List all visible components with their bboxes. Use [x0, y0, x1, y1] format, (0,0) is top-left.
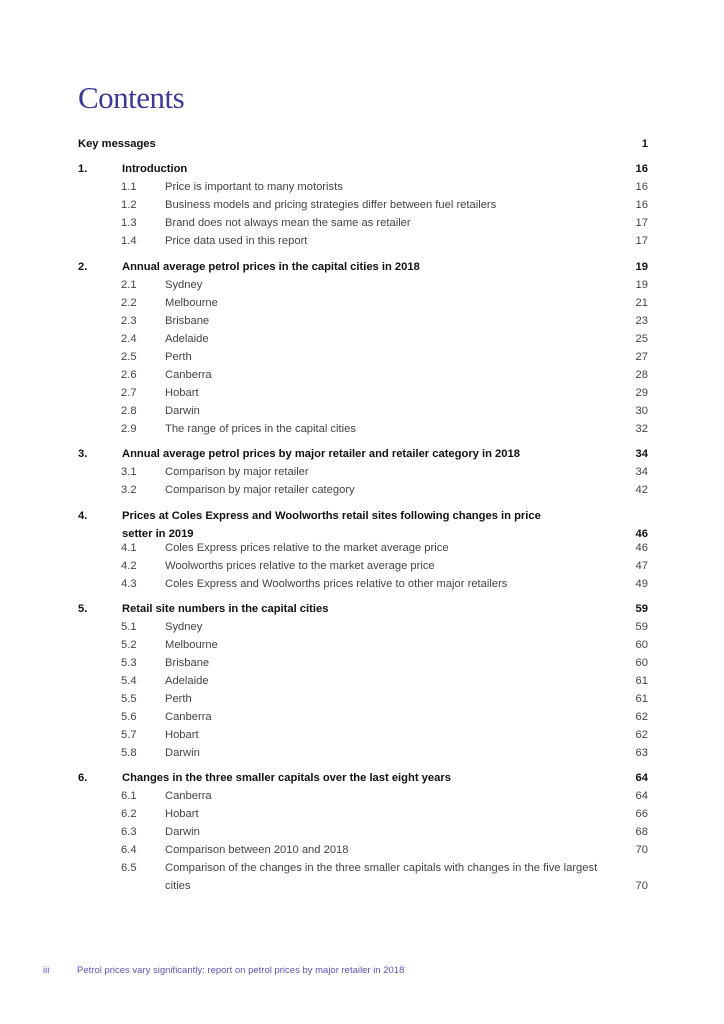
toc-entry-title: Adelaide	[165, 675, 209, 687]
toc-entry-page: 46	[635, 528, 648, 540]
toc-entry-page: 29	[635, 387, 648, 399]
toc-subsection-1-1[interactable]	[78, 178, 648, 196]
toc-entry-number: 2.9	[121, 423, 137, 435]
toc-entry-number: 5.8	[121, 747, 137, 759]
toc-entry-page: 49	[635, 578, 648, 590]
toc-entry-number: 2.8	[121, 405, 137, 417]
toc-entry-title: Retail site numbers in the capital cities	[122, 603, 329, 615]
toc-entry-page: 16	[635, 163, 648, 175]
toc-entry-number: 4.2	[121, 560, 137, 572]
toc-section-6[interactable]	[78, 769, 648, 787]
toc-entry-page: 64	[635, 772, 648, 784]
toc-subsection-3-1[interactable]	[78, 463, 648, 481]
toc-subsection-5-1[interactable]	[78, 618, 648, 636]
toc-entry-title: Sydney	[165, 621, 203, 633]
footer-text: Petrol prices vary significantly: report on petrol prices by major retailer in 2018	[77, 965, 405, 976]
toc-subsection-4-1[interactable]	[78, 539, 648, 557]
toc-subsection-2-7[interactable]	[78, 384, 648, 402]
toc-subsection-2-8[interactable]	[78, 402, 648, 420]
toc-entry-number: 5.5	[121, 693, 137, 705]
toc-entry-number: 5.2	[121, 639, 137, 651]
toc-entry-page: 17	[635, 235, 648, 247]
toc-entry-page: 70	[635, 844, 648, 856]
toc-entry-title: Brand does not always mean the same as retailer	[165, 217, 411, 229]
toc-entry-page: 42	[635, 484, 648, 496]
toc-subsection-4-3[interactable]	[78, 575, 648, 593]
toc-entry-number: 1.	[78, 163, 88, 175]
toc-entry-page: 61	[635, 675, 648, 687]
toc-entry-page: 63	[635, 747, 648, 759]
toc-entry-title: Price is important to many motorists	[165, 181, 343, 193]
toc-subsection-6-4[interactable]	[78, 841, 648, 859]
toc-entry-title: The range of prices in the capital cities	[165, 423, 356, 435]
toc-entry-number: 2.2	[121, 297, 137, 309]
toc-entry-title: Darwin	[165, 405, 200, 417]
toc-entry-title: Prices at Coles Express and Woolworths retail sites following changes in price setter in 2019	[122, 510, 541, 540]
toc-entry-page: 27	[635, 351, 648, 363]
toc-entry-title: Coles Express and Woolworths prices relative to other major retailers	[165, 578, 508, 590]
toc-entry-page: 46	[635, 542, 648, 554]
toc-entry-number: 2.7	[121, 387, 137, 399]
toc-entry-page: 19	[635, 261, 648, 273]
toc-entry-page: 30	[635, 405, 648, 417]
toc-entry-page: 23	[635, 315, 648, 327]
toc-entry-page: 60	[635, 639, 648, 651]
toc-entry-title: Perth	[165, 693, 192, 705]
toc-subsection-5-5[interactable]	[78, 690, 648, 708]
toc-entry-number: 6.3	[121, 826, 137, 838]
toc-subsection-1-4[interactable]	[78, 232, 648, 250]
toc-entry-page: 16	[635, 199, 648, 211]
toc-entry-number: 2.6	[121, 369, 137, 381]
toc-entry-title: Perth	[165, 351, 192, 363]
footer-page-number: iii	[43, 965, 50, 976]
toc-entry-page: 62	[635, 729, 648, 741]
toc-entry-title: Hobart	[165, 808, 199, 820]
toc-entry-number: 2.3	[121, 315, 137, 327]
toc-entry-title: Darwin	[165, 826, 200, 838]
toc-entry-title: Business models and pricing strategies differ between fuel retailers	[165, 199, 497, 211]
toc-entry-title: Annual average petrol prices by major retailer and retailer category in 2018	[122, 448, 520, 460]
toc-entry-number: 3.1	[121, 466, 137, 478]
toc-entry-number: 1.3	[121, 217, 137, 229]
toc-entry-page: 32	[635, 423, 648, 435]
toc-subsection-6-5[interactable]	[78, 859, 648, 895]
toc-entry-number: 2.4	[121, 333, 137, 345]
toc-entry-page: 64	[635, 790, 648, 802]
toc-entry-number: 6.1	[121, 790, 137, 802]
toc-entry-page: 47	[635, 560, 648, 572]
toc-subsection-5-2[interactable]	[78, 636, 648, 654]
toc-entry-page: 61	[635, 693, 648, 705]
toc-entry-page: 70	[635, 880, 648, 892]
toc-entry-title: Melbourne	[165, 297, 218, 309]
toc-entry-number: 6.4	[121, 844, 137, 856]
toc-entry-page: 34	[635, 448, 648, 460]
toc-subsection-1-2[interactable]	[78, 196, 648, 214]
toc-subsection-2-9[interactable]	[78, 420, 648, 438]
toc-entry-number: 6.2	[121, 808, 137, 820]
toc-subsection-2-6[interactable]	[78, 366, 648, 384]
toc-entry-page: 25	[635, 333, 648, 345]
toc-entry-title: Coles Express prices relative to the market average price	[165, 542, 449, 554]
toc-subsection-6-3[interactable]	[78, 823, 648, 841]
toc-entry-page: 28	[635, 369, 648, 381]
toc-entry-title: Hobart	[165, 387, 199, 399]
toc-entry-title: Darwin	[165, 747, 200, 759]
toc-entry-number: 6.5	[121, 862, 137, 874]
toc-subsection-2-1[interactable]	[78, 276, 648, 294]
toc-entry-number: 5.6	[121, 711, 137, 723]
toc-entry-number: 5.4	[121, 675, 137, 687]
toc-subsection-2-5[interactable]	[78, 348, 648, 366]
toc-subsection-5-4[interactable]	[78, 672, 648, 690]
toc-entry-title: Introduction	[122, 163, 188, 175]
toc-subsection-6-1[interactable]	[78, 787, 648, 805]
toc-entry-number: 4.	[78, 510, 88, 522]
toc-entry-number: 4.3	[121, 578, 137, 590]
toc-entry-page: 59	[635, 621, 648, 633]
toc-subsection-5-3[interactable]	[78, 654, 648, 672]
toc-entry-title: Comparison by major retailer category	[165, 484, 355, 496]
toc-entry-page: 1	[641, 138, 648, 150]
toc-section-2[interactable]	[78, 258, 648, 276]
toc-entry-title: Canberra	[165, 711, 212, 723]
toc-entry-number: 3.2	[121, 484, 137, 496]
toc-subsection-2-4[interactable]	[78, 330, 648, 348]
toc-subsection-6-2[interactable]	[78, 805, 648, 823]
toc-entry-title: Melbourne	[165, 639, 218, 651]
toc-entry-page: 62	[635, 711, 648, 723]
toc-entry-number: 3.	[78, 448, 88, 460]
toc-entry-title: Woolworths prices relative to the market average price	[165, 560, 435, 572]
toc-entry-number: 2.1	[121, 279, 137, 291]
toc-entry-title: Comparison between 2010 and 2018	[165, 844, 349, 856]
toc-entry-number: 4.1	[121, 542, 137, 554]
toc-entry-number: 2.	[78, 261, 88, 273]
toc-subsection-2-3[interactable]	[78, 312, 648, 330]
toc-section-1[interactable]	[78, 160, 648, 178]
toc-entry-title: Brisbane	[165, 315, 210, 327]
toc-entry-title: Canberra	[165, 790, 212, 802]
toc-entry-title: Price data used in this report	[165, 235, 308, 247]
toc-entry-number: 5.3	[121, 657, 137, 669]
toc-entry-title: Adelaide	[165, 333, 209, 345]
toc-entry-page: 60	[635, 657, 648, 669]
toc-entry-page: 66	[635, 808, 648, 820]
toc-entry-number: 1.4	[121, 235, 137, 247]
toc-entry-page: 17	[635, 217, 648, 229]
page-title: Contents	[78, 80, 185, 115]
toc-entry-title: Canberra	[165, 369, 212, 381]
toc-entry-title: Changes in the three smaller capitals over the last eight years	[122, 772, 451, 784]
toc-subsection-4-2[interactable]	[78, 557, 648, 575]
toc-key-messages[interactable]	[78, 135, 648, 153]
toc-entry-title: Sydney	[165, 279, 203, 291]
toc-entry-number: 6.	[78, 772, 88, 784]
toc-entry-title: Hobart	[165, 729, 199, 741]
toc-subsection-1-3[interactable]	[78, 214, 648, 232]
toc-entry-page: 68	[635, 826, 648, 838]
toc-subsection-2-2[interactable]	[78, 294, 648, 312]
toc-entry-page: 19	[635, 279, 648, 291]
toc-entry-title: Annual average petrol prices in the capital cities in 2018	[122, 261, 420, 273]
page-footer	[43, 965, 404, 976]
toc-entry-page: 59	[635, 603, 648, 615]
toc-entry-page: 16	[635, 181, 648, 193]
toc-subsection-5-6[interactable]	[78, 708, 648, 726]
toc-entry-title: Brisbane	[165, 657, 210, 669]
toc-section-3[interactable]	[78, 445, 648, 463]
toc-entry-title: Key messages	[78, 138, 156, 150]
toc-entry-number: 5.	[78, 603, 88, 615]
toc-entry-title: Comparison by major retailer	[165, 466, 309, 478]
toc-subsection-5-7[interactable]	[78, 726, 648, 744]
toc-entry-title: Comparison of the changes in the three smaller capitals with changes in the five largest cities	[165, 862, 598, 892]
toc-subsection-3-2[interactable]	[78, 481, 648, 499]
toc-entry-number: 1.2	[121, 199, 137, 211]
toc-subsection-5-8[interactable]	[78, 744, 648, 762]
toc-entry-number: 2.5	[121, 351, 137, 363]
toc-entry-number: 5.1	[121, 621, 137, 633]
toc-section-5[interactable]	[78, 600, 648, 618]
toc-entry-number: 5.7	[121, 729, 137, 741]
toc-entry-page: 21	[635, 297, 648, 309]
toc-section-4[interactable]	[78, 507, 648, 543]
toc-entry-page: 34	[635, 466, 648, 478]
toc-entry-number: 1.1	[121, 181, 137, 193]
